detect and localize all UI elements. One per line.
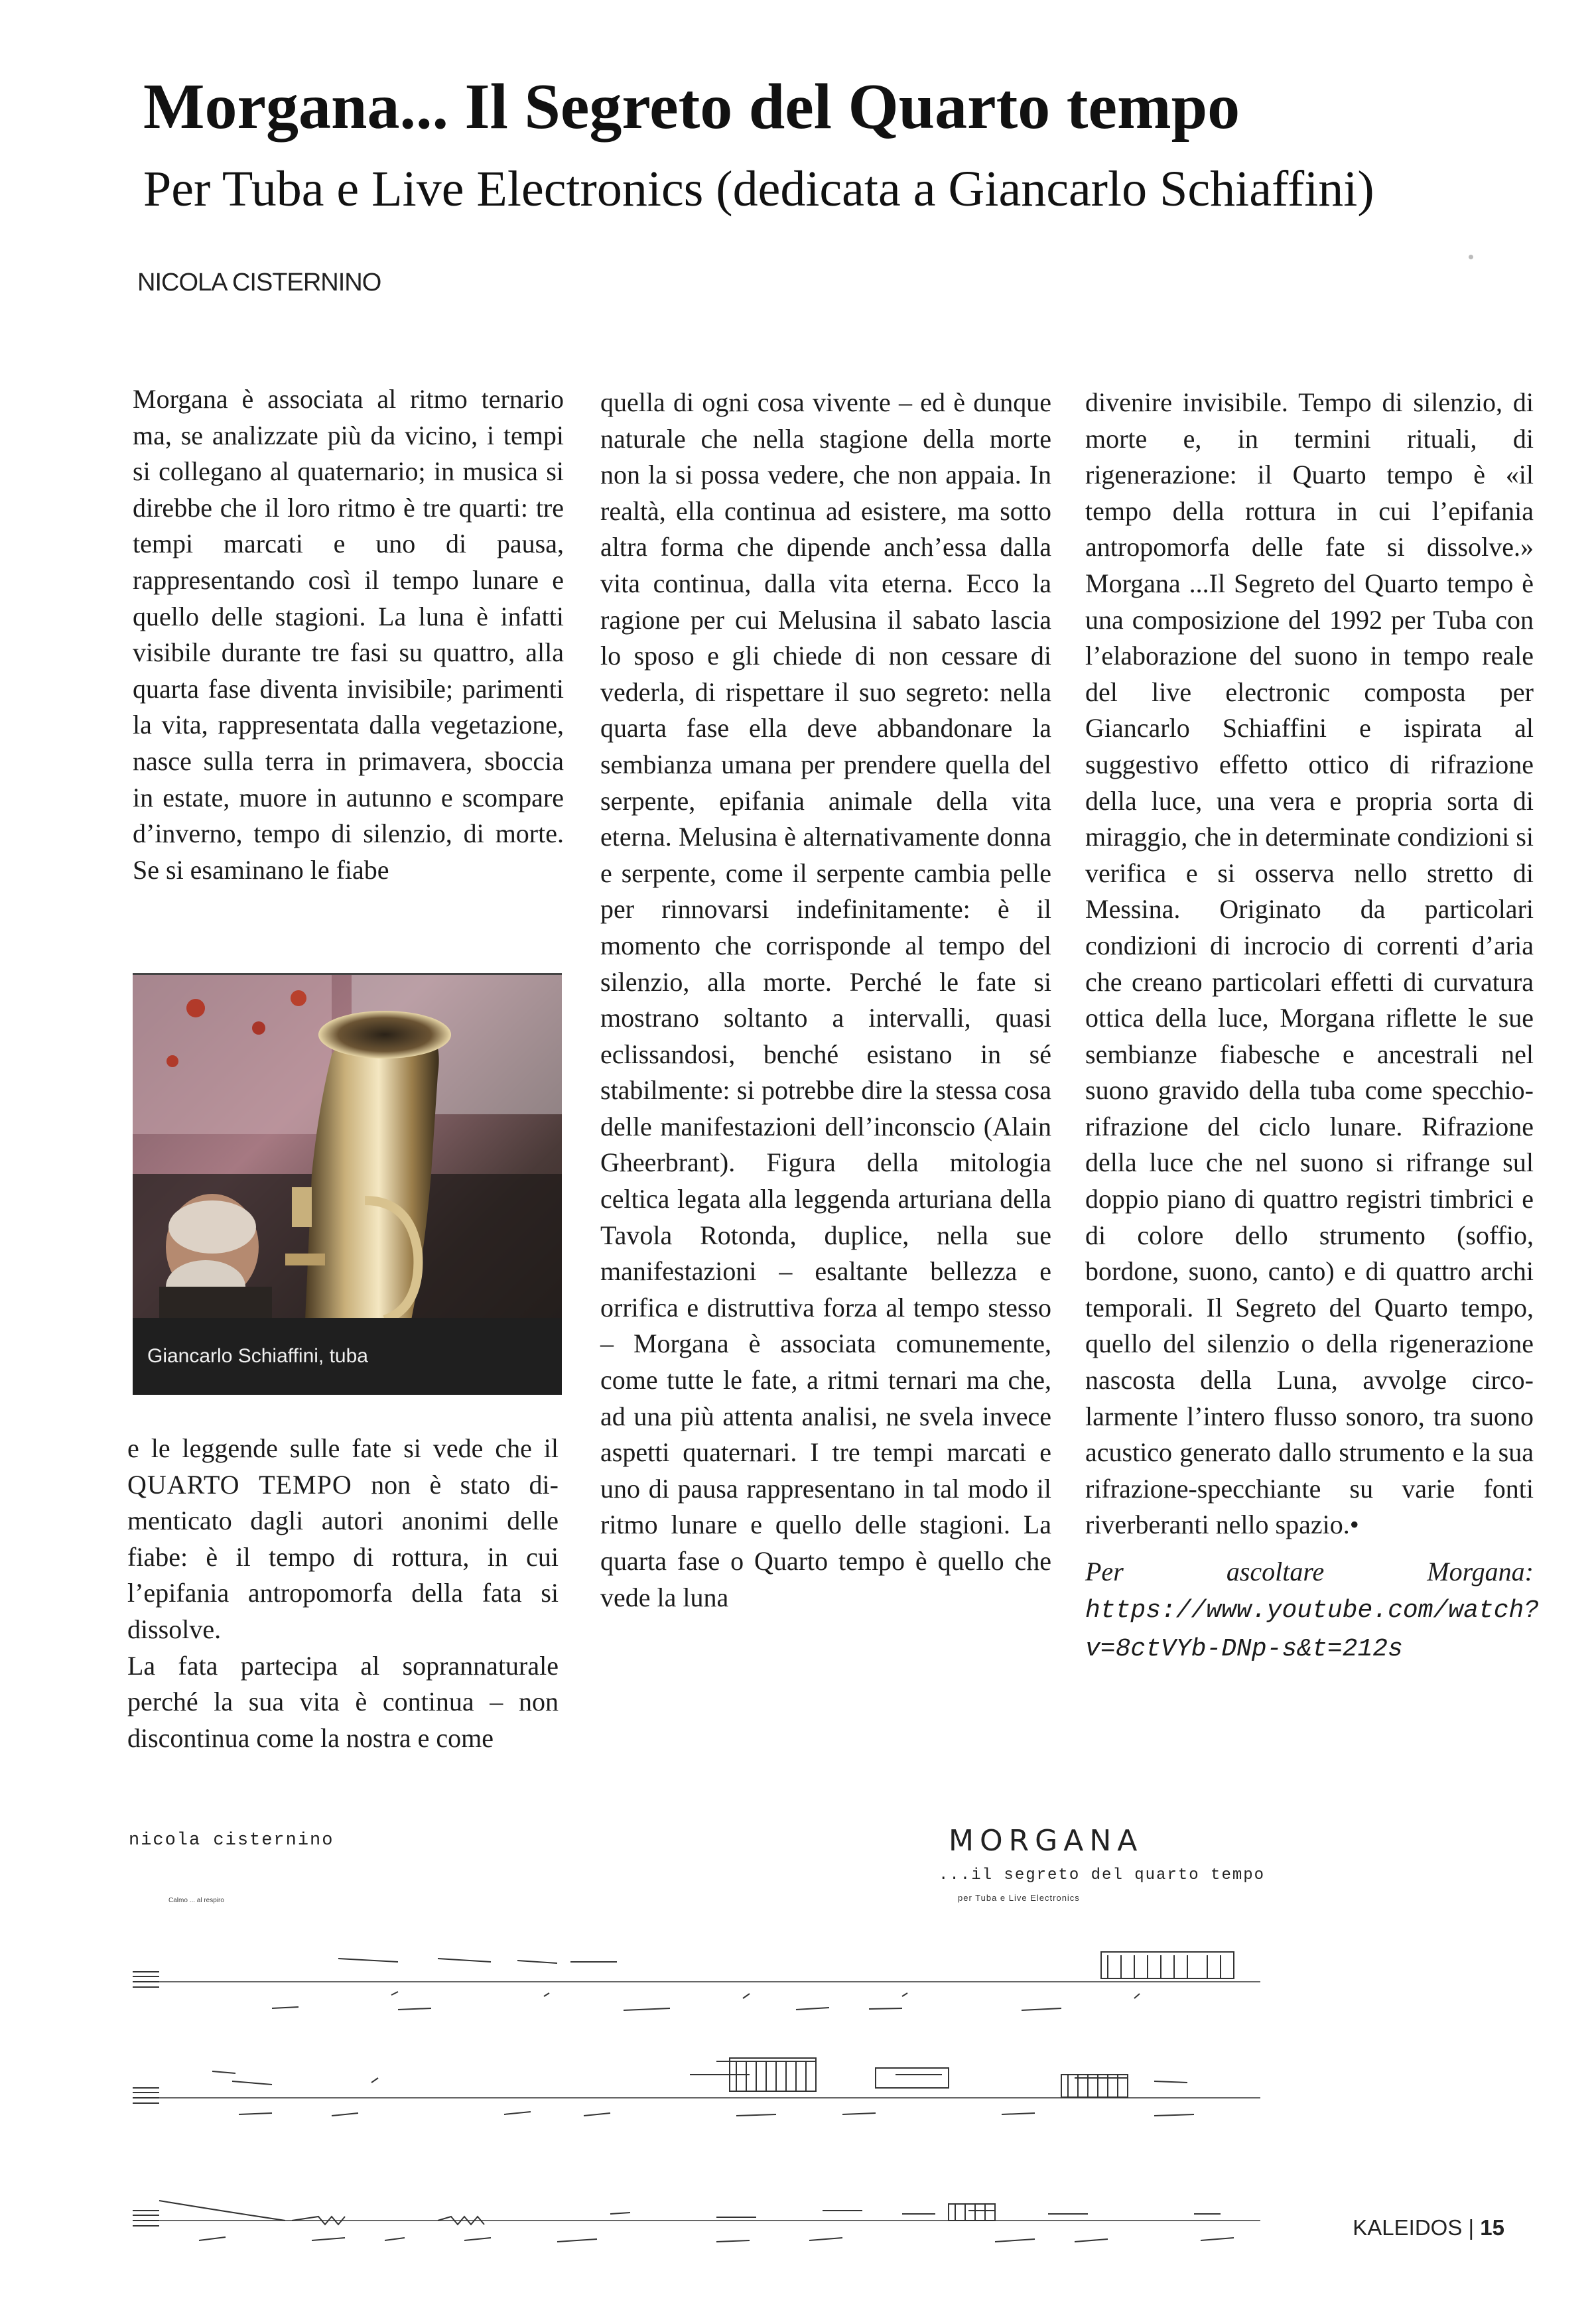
photo-caption: Giancarlo Schiaffini, tuba [133,1318,562,1395]
score-composer: nicola cisternino [129,1831,334,1850]
column-1-top [133,381,564,888]
column-2 [600,385,1051,1616]
paragraph: quella di ogni cosa vivente – ed è dunque naturale che nella stagione della morte non la si possa vedere, che non appaia. In realtà, ella continua ad esistere, ma sotto altra forma che dipende anch’essa dalla vita continua, dalla vita eterna. Ecco la ragione per cui Melusina il sabato lascia lo sposo e gli chiede di non cessare di vederla, di rispettare il suo segreto: nella quarta fase ella deve abbandonare la sembianza umana per prendere quella del serpente, epifania animale della vita eterna. Melusina è alternativamente donna e serpente, come il serpente cambia pelle per rinnovarsi indefinitamente: è il momento che corrisponde al tempo del silenzio, alla morte. Perché le fate si mostrano soltanto a intervalli, quasi eclissandosi, benché esistano in sé stabilmente: si potrebbe dire la stessa cosa delle manifestazioni dell’inconscio (Alain Gheerbrant). Figura della mitologia celtica legata alla leggenda arturiana della Tavola Rotonda, duplice, nella sue manifestazioni – esaltante bellezza e orrifica e distruttiva forza al tempo stesso – Morgana è associata comunemente, come tutte le fate, a ritmi ternari ma che, ad una più attenta analisi, ne svela invece aspetti quaternari. I tre tempi marcati e uno di pausa rappresentano in tal modo il ritmo lunare e quello delle stagioni. La quarta fase o Quarto tempo è quello che vede la luna [600,387,1051,1612]
score-subtitle: ...il segreto del quarto tempo [939,1866,1266,1884]
listen-label: Per ascoltare Morgana: [1085,1557,1534,1586]
paragraph [127,1431,559,1648]
column-1-bottom [127,1431,559,1756]
article-subtitle: Per Tuba e Live Electronics (dedicata a Giancarlo Schiaffini) [143,161,1374,217]
paragraph: La fata partecipa al soprannaturale perché la sua vita è continua – non discontinua come la nostra e come [127,1650,559,1753]
small-caps-term: QUARTO TEMPO [127,1469,352,1500]
score-notation [119,1823,1473,2254]
listen-url[interactable]: https://www.youtube.com/watch?v=8ctVYb-DNp-s&t=212s [1085,1596,1540,1664]
article-author: NICOLA CISTERNINO [137,269,381,296]
speck [1469,255,1473,259]
article-title: Morgana... Il Segreto del Quarto tempo [143,71,1240,143]
paragraph: Morgana è associata al ritmo ternario ma, se analizzate più da vicino, i tempi si collegano al quaternario; in musica si direbbe che il loro ritmo è tre quarti: tre tempi marcati e uno di pausa, rappresentando così il tempo lunare e quello delle stagioni. La luna è infatti visibile durante tre fasi su quattro, alla quarta fase diventa invisibile; parimenti la vita, rappresentata dalla vegetazione, nasce sulla terra in primavera, sboccia in estate, muore in autunno e scompare d’inverno, tempo di silenzio, di morte. Se si esaminano le fiabe [133,384,564,885]
score-instrumentation: per Tuba e Live Electronics [958,1893,1080,1903]
score-title: MORGANA [949,1824,1144,1858]
column-3 [1085,385,1540,1668]
footer-separator: | [1468,2215,1475,2240]
photo-figure [133,973,562,1395]
magazine-name: KALEIDOS [1353,2215,1463,2240]
music-score [119,1823,1473,2254]
text-run: non è stato dimenticato dagli autori anonimi delle fiabe: è il tempo di rottura, in cui l’epifania antropomorfa della fata si dissolve. [127,1469,559,1644]
score-tempo: Calmo ... al respiro [168,1897,224,1904]
paragraph: divenire invisibile. Tempo di silenzio, di morte e, in termini rituali, di rigenerazione: il Quarto tempo è «il tempo della rottura in cui l’epifania antropomorfa delle fate si dissolve.» Morgana ...Il Segreto del Quarto tempo è una composizione del 1992 per Tuba con l’elaborazione del suono in tempo reale del live electronic composta per Giancarlo Schiaffini e ispirata al suggestivo effetto ottico di rifrazione della luce, una vera e propria sorta di miraggio, che in determinate condizioni si verifica e si osserva nello stretto di Messina. Originato da particolari condizioni di incrocio di correnti d’aria che creano particolari effetti di curvatura ottica della luce, Morgana riflette le sue sembianze fiabesche e ancestrali nel suono gravido della tuba come specchio-rifrazione del ciclo lunare. Rifrazione della luce che nel suono si rifrange sul doppio piano di quattro registri timbrici e di colore dello strumento (soffio, bordone, suono, canto) e di quattro archi temporali. Il Segreto del Quarto tempo, quello del silenzio o della rigenerazione nascosta della Luna, avvolge circolarmente l’intero flusso sonoro, tra suono acustico generato dallo strumento e la sua rifrazione-specchiante su varie fonti riverberanti nello spazio.• [1085,387,1534,1540]
page-footer [1353,2215,1504,2240]
page-number: 15 [1480,2215,1504,2240]
text-run: e le leggende sulle fate si vede che il [127,1433,559,1463]
listen-note [1085,1554,1540,1668]
